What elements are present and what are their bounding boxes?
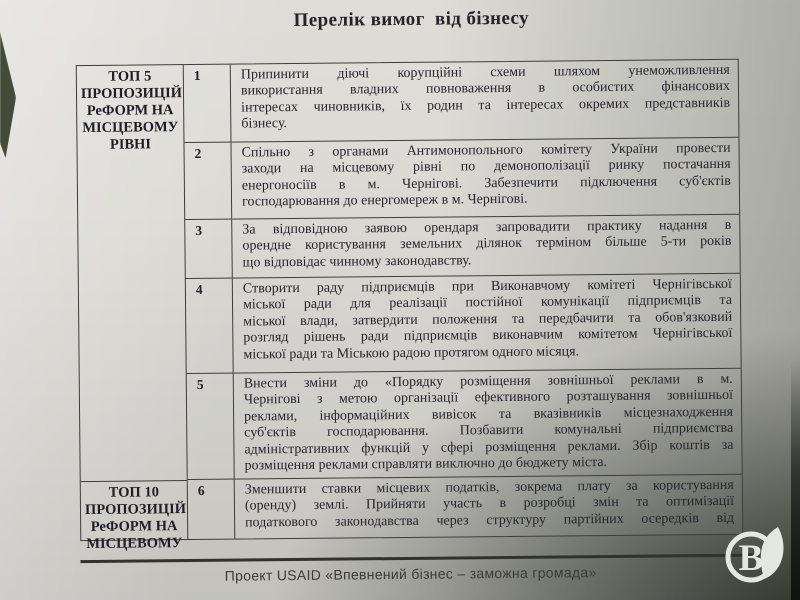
- watermark-letter: В: [738, 538, 764, 579]
- table-row: [184, 60, 739, 143]
- table-rows: [184, 60, 743, 539]
- table-row: [185, 215, 740, 279]
- group-cell-top5: ТОП 5 ПРОПОЗИЦІЙ РеФОРМ НА МІСЦЕВОМУ РІВНІ: [80, 68, 183, 153]
- row-number: 3: [185, 220, 233, 278]
- row-text: За відповідною заявою орендаря запровадити практику надання в орендне користування земельних ділянок терміном більше 5-ти років що відповідає чинному законодавству.: [242, 217, 732, 271]
- table-row: [186, 274, 741, 374]
- footer-divider: [80, 554, 760, 564]
- table-row: [188, 475, 743, 539]
- row-text: Зменшити ставки місцевих податків, зокрема плату за користування (оренду) землі. Прийняти участь в розробці змін та оптимізації податкового законодавства через структуру партійних осередків від: [244, 477, 735, 531]
- group-cell-top10: ТОП 10 ПРОПОЗИЦІЙ РеФОРМ НА МІСЦЕВОМУ: [81, 480, 188, 540]
- row-text: Створити раду підприємців при Виконавчому комітеті Чернігівської міської ради для реалізації постійної комунікації підприємців та міської влади, затвердити положення та передбачити та обов'язковий розгляд рішень ради підприємців виконавчим комітетом Чернігівської міської ради та Міською радою протягом одного місяця.: [242, 276, 733, 363]
- row-number: 5: [187, 374, 235, 479]
- group-column: [77, 65, 189, 553]
- vysokyi-val-watermark-icon: [698, 498, 800, 600]
- page-title: Перелік вимог від бізнесу: [293, 7, 530, 32]
- row-text: Спільно з органами Антимонопольного комітету України провести заходи на місцевому рівні по демонополізації ринку постачання енергоносіїв в м. Чернігові. Забезпечити підключення суб'єктів господарювання до енергомереж в м. Чернігові.: [241, 140, 731, 210]
- row-number: 6: [188, 480, 236, 539]
- table-row: [187, 369, 742, 480]
- row-number: 1: [184, 65, 232, 142]
- table-row: [184, 138, 739, 220]
- row-number: 4: [186, 279, 234, 373]
- row-number: 2: [184, 143, 232, 219]
- row-text: Внести зміни до «Порядку розміщення зовнішньої реклами в м. Чернігові з метою організації ефективного розташування зовнішньої реклами, інформаційних вивісок та вказівників місцезнаходження суб'єктів господарювання. Позбавити комунальні підприємства адміністративних функцій у сфері розміщення реклами. Збір коштів за розміщення реклами справляти виключно до бюджету міста.: [243, 371, 734, 474]
- requirements-table: [76, 59, 744, 553]
- footer-caption: Проект USAID «Впевнений бізнес – заможна громада»: [224, 564, 597, 584]
- row-text: Припинити діючі корупційні схеми шляхом унеможливлення використання владних повноваження в особистих фінансових інтересах чиновників, їх родин та інтересах окремих представників бізнесу.: [240, 62, 731, 132]
